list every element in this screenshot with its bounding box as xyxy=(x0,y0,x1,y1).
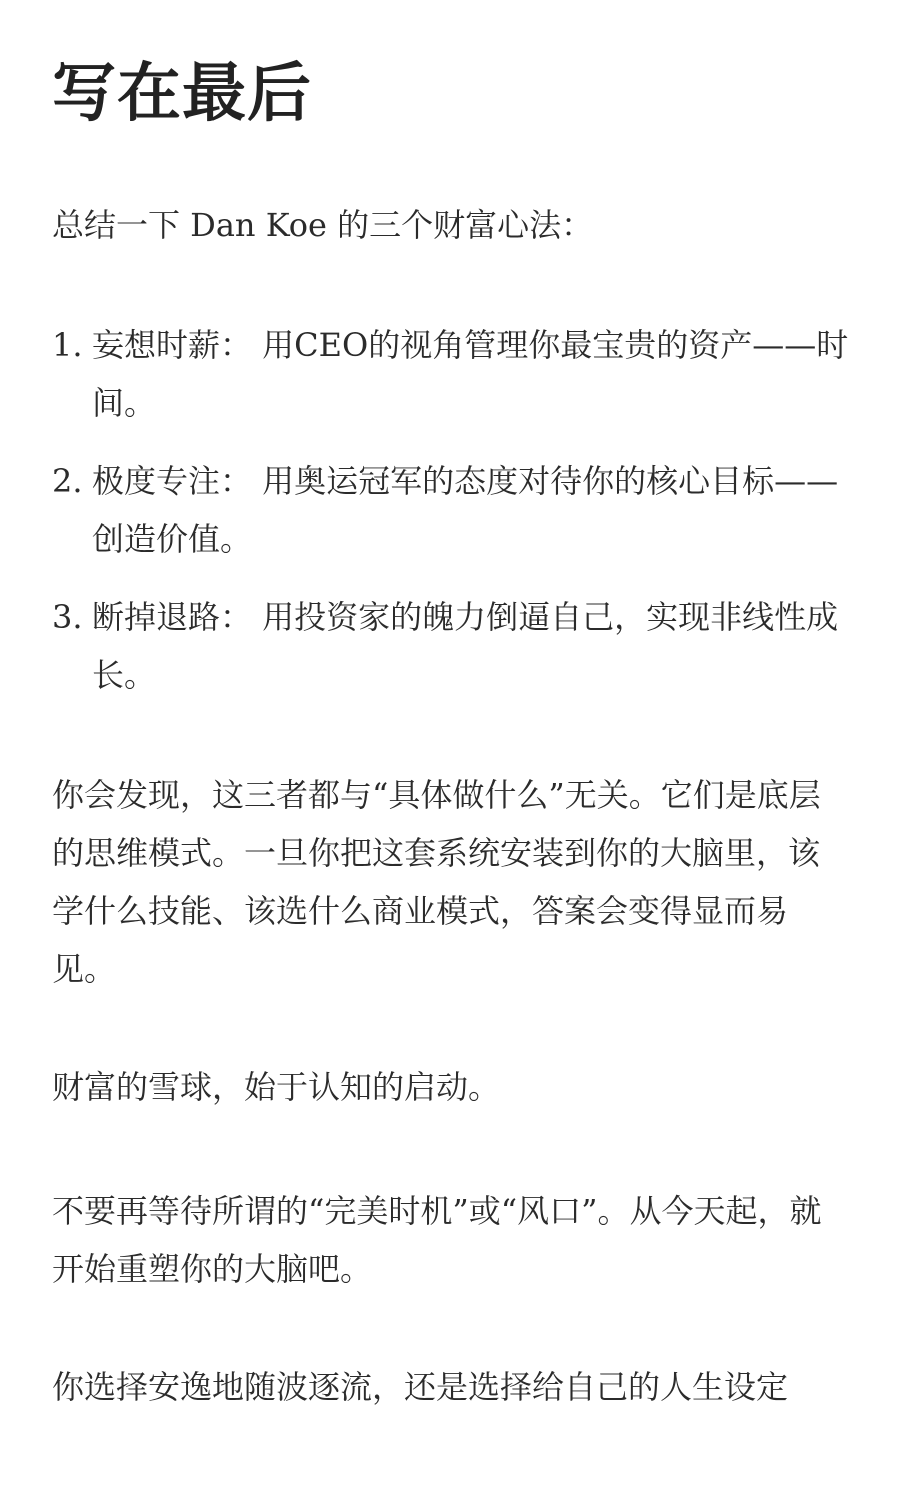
section-title: 写在最后 xyxy=(52,56,312,131)
list-item xyxy=(52,452,852,568)
body-paragraph: 财富的雪球，始于认知的启动。 xyxy=(52,1068,501,1106)
body-paragraph: 你会发现，这三者都与“具体做什么”无关。它们是底层的思维模式。一旦你把这套系统安装到你的大脑里，该学什么技能、该选什么商业模式，答案会变得显而易见。 xyxy=(52,776,821,988)
list-item-number: 1. xyxy=(52,326,83,364)
list-item xyxy=(52,316,852,432)
list-item-text: 断掉退路： 用投资家的魄力倒逼自己，实现非线性成长。 xyxy=(92,598,839,694)
list-item-text: 妄想时薪： 用CEO的视角管理你最宝贵的资产——时间。 xyxy=(92,326,849,422)
body-paragraph: 不要再等待所谓的“完美时机”或“风口”。从今天起，就开始重塑你的大脑吧。 xyxy=(52,1192,822,1288)
wealth-principles-list xyxy=(52,316,852,724)
list-item-number: 3. xyxy=(52,598,83,636)
body-paragraph: 你选择安逸地随波逐流，还是选择给自己的人生设定 xyxy=(52,1368,789,1406)
list-item xyxy=(52,588,852,704)
intro-paragraph: 总结一下 Dan Koe 的三个财富心法： xyxy=(52,206,594,244)
list-item-number: 2. xyxy=(52,462,83,500)
list-item-text: 极度专注： 用奥运冠军的态度对待你的核心目标——创造价值。 xyxy=(92,462,839,558)
